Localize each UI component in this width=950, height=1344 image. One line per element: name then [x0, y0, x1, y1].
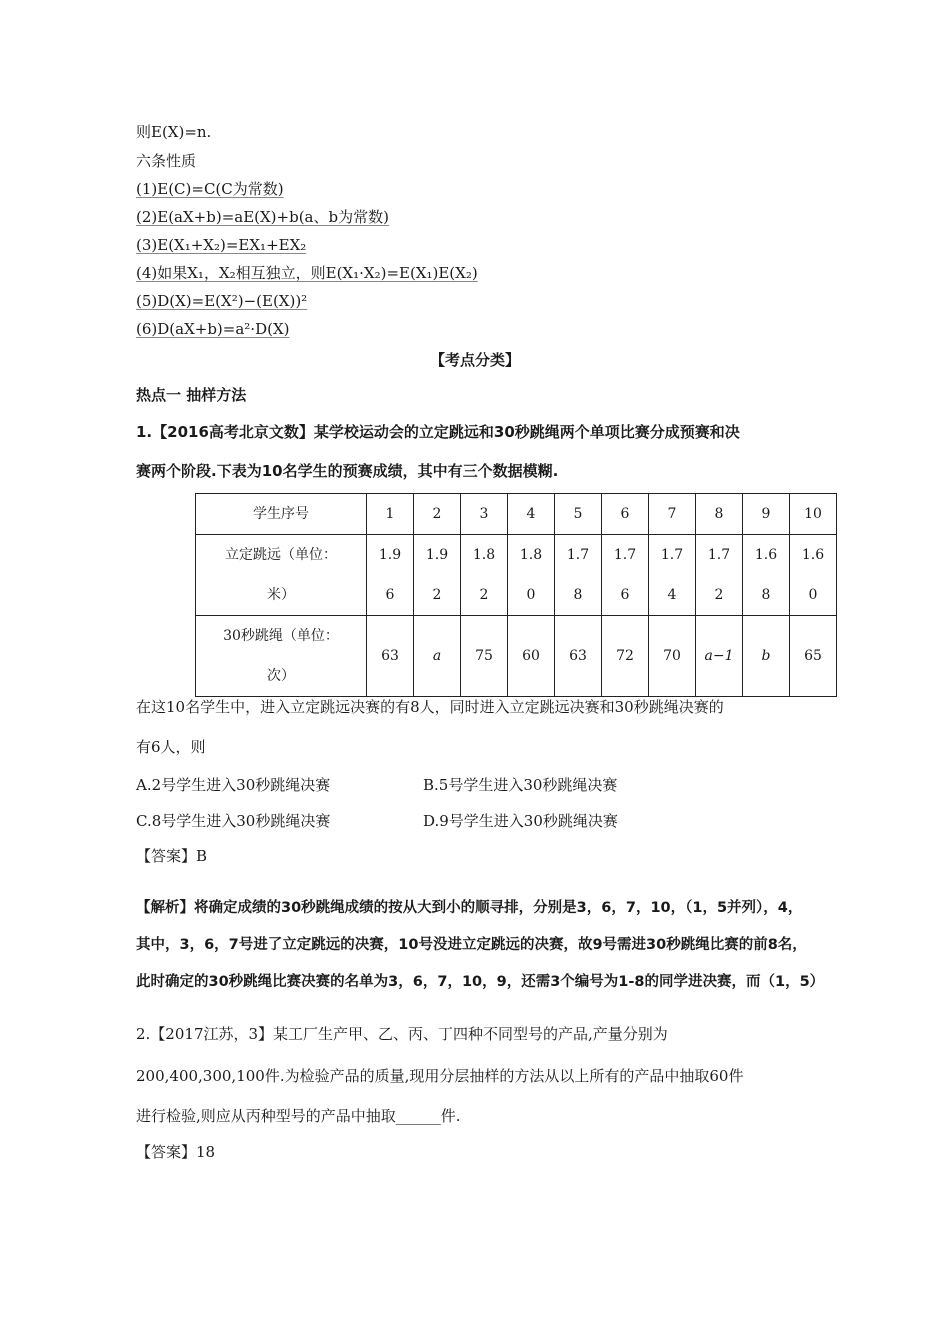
jump-cell: 1.6 8	[743, 535, 790, 616]
q1-stem-2: 有6人，则	[136, 738, 206, 756]
rope-cell: b	[743, 616, 790, 697]
property-5: (5)D(X)=E(X²)−(E(X))²	[136, 292, 308, 310]
row-header-jump-line1: 立定跳远（单位：	[225, 547, 337, 563]
formula-intro: 则E(X)=n.	[136, 123, 212, 141]
q1-analysis-1: 【解析】将确定成绩的30秒跳绳成绩的按从大到小的顺寻排，分别是3，6，7，10，（1，5并列），4，	[136, 900, 803, 916]
rope-cell: a	[414, 616, 461, 697]
table-row	[196, 535, 837, 616]
id-cell: 5	[555, 494, 602, 535]
hotspot-title: 热点一 抽样方法	[136, 386, 247, 404]
scores-table	[195, 493, 837, 697]
q1-line-1: 1.【2016高考北京文数】某学校运动会的立定跳远和30秒跳绳两个单项比赛分成预赛和决	[136, 423, 740, 441]
id-cell: 2	[414, 494, 461, 535]
q1-analysis-2: 其中，3，6，7号进了立定跳远的决赛，10号没进立定跳远的决赛，故9号需进30秒跳绳比赛的前8名，	[136, 937, 807, 953]
option-b: B.5号学生进入30秒跳绳决赛	[423, 776, 618, 794]
jump-cell: 1.8 0	[508, 535, 555, 616]
table-row	[196, 494, 837, 535]
rope-cell: 70	[649, 616, 696, 697]
q1-analysis-3: 此时确定的30秒跳绳比赛决赛的名单为3，6，7，10，9，还需3个编号为1-8的同学进决赛，而（1，5）	[136, 974, 825, 990]
jump-cell: 1.7 6	[602, 535, 649, 616]
property-3: (3)E(X₁+X₂)=EX₁+EX₂	[136, 236, 307, 254]
rope-cell: a−1	[696, 616, 743, 697]
option-a: A.2号学生进入30秒跳绳决赛	[136, 776, 331, 794]
section-title: 【考点分类】	[429, 351, 520, 369]
row-header-jump-line2: 米）	[267, 587, 295, 603]
rope-cell: 75	[461, 616, 508, 697]
q2-line-1: 2.【2017江苏，3】某工厂生产甲、乙、丙、丁四种不同型号的产品,产量分别为	[136, 1025, 668, 1043]
jump-cell: 1.9 6	[367, 535, 414, 616]
id-cell: 6	[602, 494, 649, 535]
row-header-jump	[196, 535, 367, 616]
properties-title: 六条性质	[136, 152, 197, 170]
option-c: C.8号学生进入30秒跳绳决赛	[136, 812, 331, 830]
jump-cell: 1.9 2	[414, 535, 461, 616]
id-cell: 10	[790, 494, 837, 535]
id-cell: 4	[508, 494, 555, 535]
property-2: (2)E(aX+b)=aE(X)+b(a、b为常数)	[136, 208, 389, 226]
row-header-rope-line1: 30秒跳绳（单位：	[223, 628, 339, 644]
id-cell: 7	[649, 494, 696, 535]
jump-cell: 1.7 4	[649, 535, 696, 616]
rope-cell: 72	[602, 616, 649, 697]
q2-line-2: 200,400,300,100件.为检验产品的质量,现用分层抽样的方法从以上所有的产品中抽取60件	[136, 1067, 744, 1085]
row-header-rope	[196, 616, 367, 697]
jump-cell: 1.6 0	[790, 535, 837, 616]
q1-stem-1: 在这10名学生中，进入立定跳远决赛的有8人，同时进入立定跳远决赛和30秒跳绳决赛的	[136, 698, 724, 716]
jump-cell: 1.7 8	[555, 535, 602, 616]
rope-cell: 60	[508, 616, 555, 697]
table-row	[196, 616, 837, 697]
rope-cell: 65	[790, 616, 837, 697]
q1-line-2: 赛两个阶段.下表为10名学生的预赛成绩，其中有三个数据模糊.	[136, 462, 559, 480]
q1-answer: 【答案】B	[136, 847, 208, 865]
rope-cell: 63	[555, 616, 602, 697]
q2-line-3: 进行检验,则应从丙种型号的产品中抽取______件.	[136, 1107, 461, 1125]
property-6: (6)D(aX+b)=a²·D(X)	[136, 320, 290, 338]
q2-answer: 【答案】18	[136, 1143, 216, 1161]
row-header-rope-line2: 次）	[267, 668, 295, 684]
property-4: (4)如果X₁，X₂相互独立，则E(X₁·X₂)=E(X₁)E(X₂)	[136, 264, 478, 282]
jump-cell: 1.8 2	[461, 535, 508, 616]
row-header-id: 学生序号	[196, 494, 367, 535]
id-cell: 1	[367, 494, 414, 535]
property-1: (1)E(C)=C(C为常数)	[136, 180, 284, 198]
id-cell: 8	[696, 494, 743, 535]
jump-cell: 1.7 2	[696, 535, 743, 616]
option-d: D.9号学生进入30秒跳绳决赛	[423, 812, 618, 830]
rope-cell: 63	[367, 616, 414, 697]
id-cell: 9	[743, 494, 790, 535]
id-cell: 3	[461, 494, 508, 535]
